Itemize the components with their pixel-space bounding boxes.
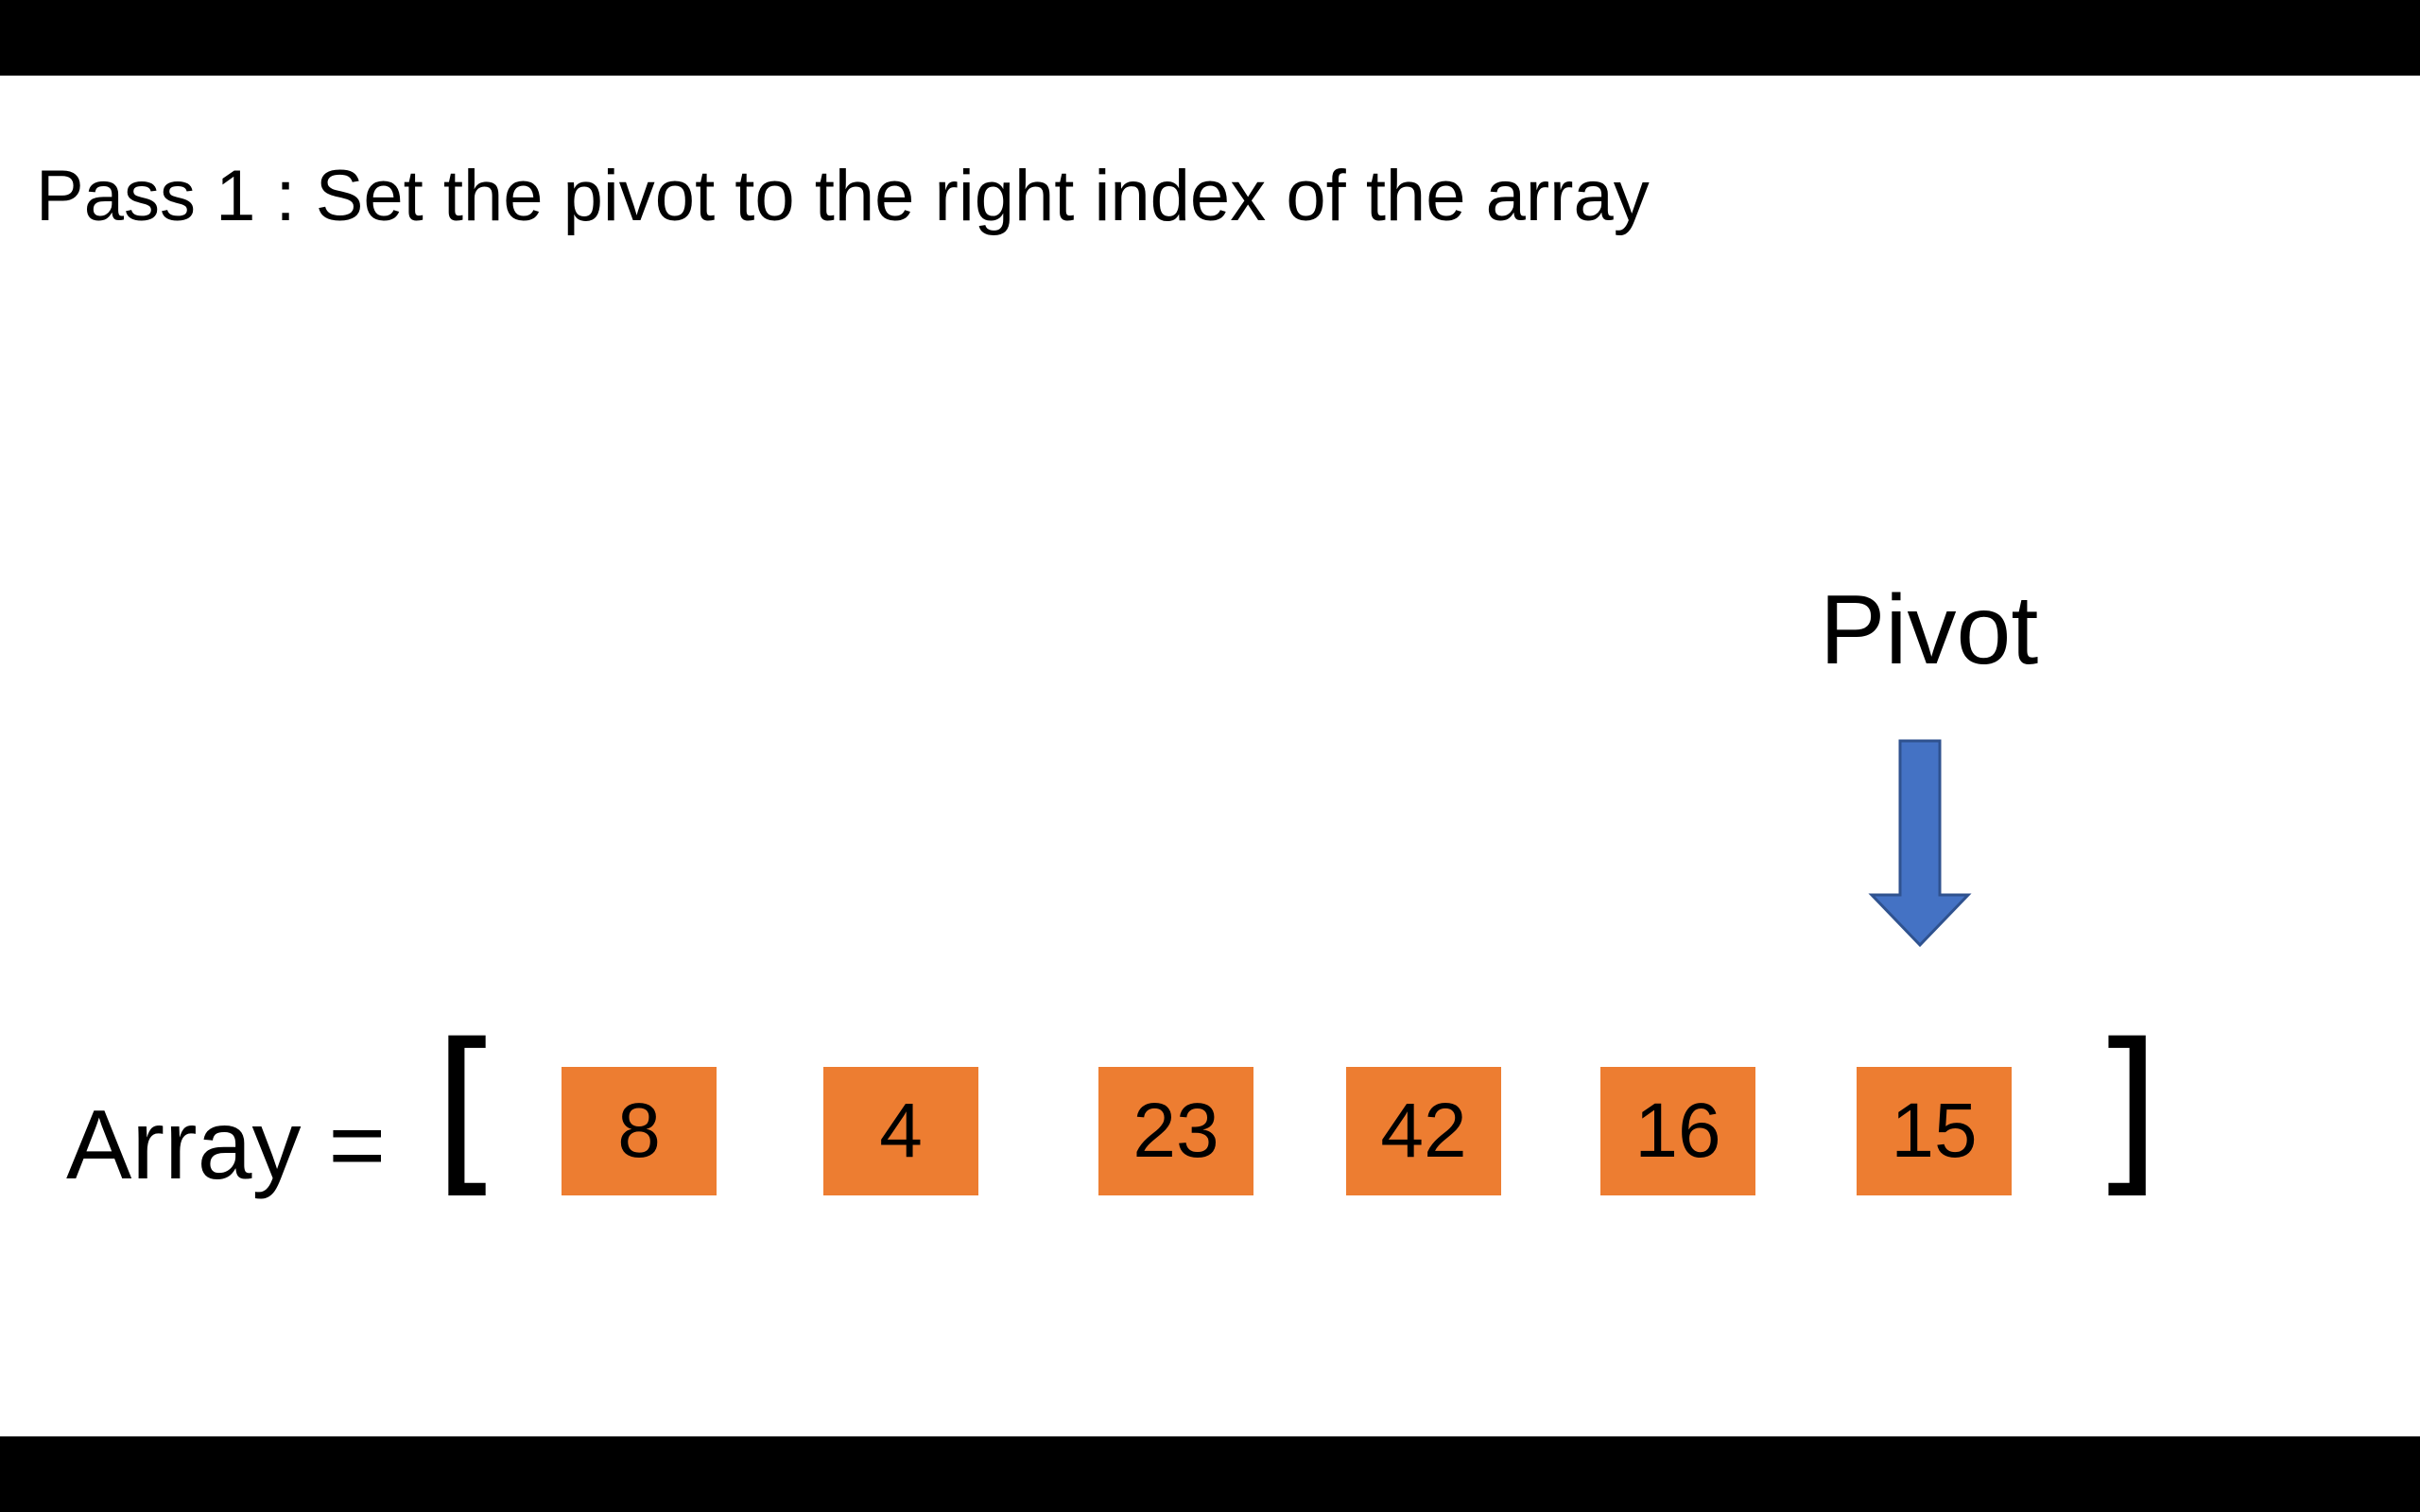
array-close-bracket: ] <box>2091 1005 2162 1214</box>
pivot-label: Pivot <box>1820 576 2039 685</box>
array-cell: 8 <box>562 1067 717 1195</box>
array-label: Array = <box>66 1091 387 1200</box>
array-cell-pivot: 15 <box>1857 1067 2012 1195</box>
array-cell: 23 <box>1098 1067 1253 1195</box>
array-open-bracket: [ <box>433 1005 504 1214</box>
slide-title: Pass 1 : Set the pivot to the right index of the array <box>36 156 1650 236</box>
array-cell: 42 <box>1346 1067 1501 1195</box>
array-cell: 16 <box>1600 1067 1755 1195</box>
pivot-arrow-shape <box>1872 741 1968 945</box>
pivot-down-arrow-icon <box>1862 739 1976 949</box>
array-cell: 4 <box>823 1067 978 1195</box>
slide <box>0 76 2420 1436</box>
